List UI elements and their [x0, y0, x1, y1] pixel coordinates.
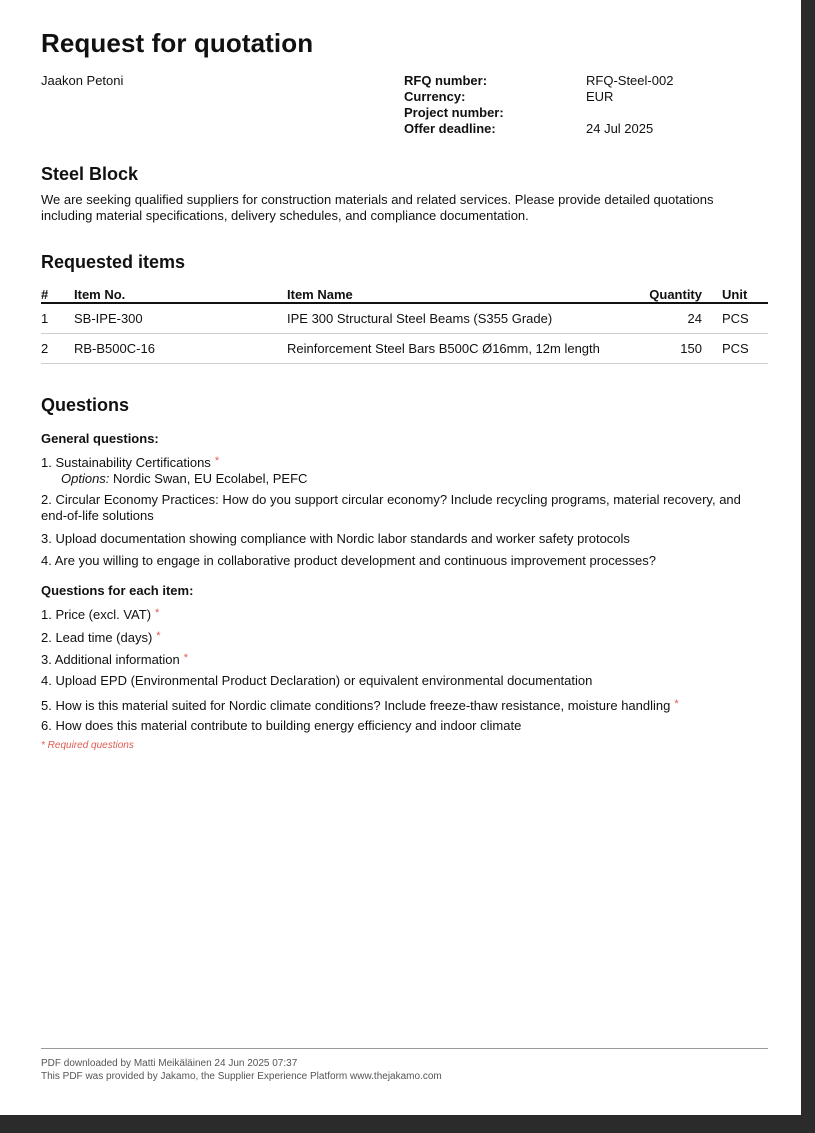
- questions-title: Questions: [41, 395, 130, 415]
- cell-item-name: IPE 300 Structural Steel Beams (S355 Grade): [287, 303, 627, 334]
- question-text: 6. How does this material contribute to building energy efficiency and indoor climate: [41, 718, 522, 733]
- header-item-name: Item Name: [287, 285, 627, 303]
- table-header-row: [41, 285, 768, 303]
- item-question-6: [41, 718, 761, 734]
- question-text: 3. Additional information: [41, 652, 180, 667]
- item-question-2: [41, 628, 761, 646]
- required-marker: *: [183, 652, 189, 664]
- general-question-1: [41, 453, 761, 487]
- question-text: 1. Price (excl. VAT): [41, 607, 152, 622]
- required-marker: *: [674, 698, 679, 710]
- cell-unit: PCS: [722, 303, 768, 334]
- meta-label: RFQ number:: [404, 73, 488, 88]
- meta-value: EUR: [586, 89, 614, 104]
- question-item: [41, 673, 761, 689]
- question-item: [41, 553, 761, 569]
- required-questions-note: * Required questions: [41, 740, 134, 751]
- question-item: [41, 453, 761, 471]
- cell-quantity: 24: [627, 303, 722, 334]
- item-question-1: [41, 605, 761, 623]
- cell-num: 1: [41, 303, 74, 334]
- cell-quantity: 150: [627, 334, 722, 364]
- rfq-meta: [404, 73, 704, 137]
- author-name: Jaakon Petoni: [41, 73, 124, 88]
- meta-row-currency: [404, 89, 704, 105]
- meta-row-rfq-number: [404, 73, 704, 89]
- table-row: [41, 303, 768, 334]
- cell-item-no: SB-IPE-300: [74, 303, 287, 334]
- question-text: 2. Lead time (days): [41, 630, 153, 645]
- cell-item-name: Reinforcement Steel Bars B500C Ø16mm, 12m length: [287, 334, 627, 364]
- question-item: [41, 650, 761, 668]
- general-question-4: [41, 553, 761, 569]
- cell-unit: PCS: [722, 334, 768, 364]
- requested-items-title: Requested items: [41, 252, 186, 272]
- question-item: [41, 718, 761, 734]
- item-question-4: [41, 673, 761, 689]
- cell-item-no: RB-B500C-16: [74, 334, 287, 364]
- project-description: We are seeking qualified suppliers for construction materials and related services. Please provide detailed quotations including material specifications, delivery schedules, and compliance documentation.: [41, 192, 714, 223]
- question-text: 5. How is this material suited for Nordic climate conditions? Include freeze-thaw resistance, moisture handling: [41, 698, 671, 713]
- project-title: Steel Block: [41, 164, 139, 184]
- table-row: [41, 334, 768, 364]
- requested-items-table: [41, 285, 768, 364]
- question-options: [41, 471, 761, 487]
- question-item: [41, 492, 761, 524]
- item-question-5: [41, 696, 761, 714]
- general-question-2: [41, 492, 761, 524]
- question-text: 2. Circular Economy Practices: How do you support circular economy? Include recycling programs, material recovery, and end-of-life solutions: [41, 492, 741, 523]
- header-unit: Unit: [722, 285, 768, 303]
- options-label: Options:: [61, 471, 110, 486]
- meta-value: RFQ-Steel-002: [586, 73, 674, 88]
- header-item-no: Item No.: [74, 285, 287, 303]
- meta-label: Offer deadline:: [404, 121, 496, 136]
- question-text: 3. Upload documentation showing compliance with Nordic labor standards and worker safety protocols: [41, 531, 630, 546]
- meta-label: Currency:: [404, 89, 466, 104]
- required-marker: *: [214, 455, 220, 467]
- footer-divider: [41, 1048, 768, 1049]
- cell-num: 2: [41, 334, 74, 364]
- item-question-3: [41, 650, 761, 668]
- footer-download-info: PDF downloaded by Matti Meikäläinen 24 Jun 2025 07:37: [41, 1058, 298, 1069]
- meta-row-offer-deadline: [404, 121, 704, 137]
- question-item: [41, 531, 761, 547]
- question-text: 4. Upload EPD (Environmental Product Declaration) or equivalent environmental documentation: [41, 673, 593, 688]
- question-item: [41, 696, 761, 714]
- meta-row-project-number: [404, 105, 704, 121]
- header-num: #: [41, 285, 74, 303]
- header-quantity: Quantity: [627, 285, 722, 303]
- options-value: Nordic Swan, EU Ecolabel, PEFC: [113, 471, 308, 486]
- footer-provider-info: This PDF was provided by Jakamo, the Supplier Experience Platform www.thejakamo.com: [41, 1071, 442, 1082]
- general-question-3: [41, 531, 761, 547]
- question-text: 1. Sustainability Certifications: [41, 455, 211, 470]
- per-item-questions-heading: [41, 583, 761, 598]
- meta-value: 24 Jul 2025: [586, 121, 654, 136]
- question-item: [41, 605, 761, 623]
- general-questions-heading: [41, 431, 761, 446]
- general-questions-title: General questions:: [41, 431, 159, 446]
- question-text: 4. Are you willing to engage in collaborative product development and continuous improvement processes?: [41, 553, 656, 568]
- required-marker: *: [155, 607, 160, 619]
- page-title: Request for quotation: [41, 28, 314, 58]
- meta-label: Project number:: [404, 105, 504, 120]
- required-marker: *: [156, 630, 161, 642]
- footer: [41, 1057, 442, 1083]
- question-item: [41, 628, 761, 646]
- per-item-questions-title: Questions for each item:: [41, 583, 194, 598]
